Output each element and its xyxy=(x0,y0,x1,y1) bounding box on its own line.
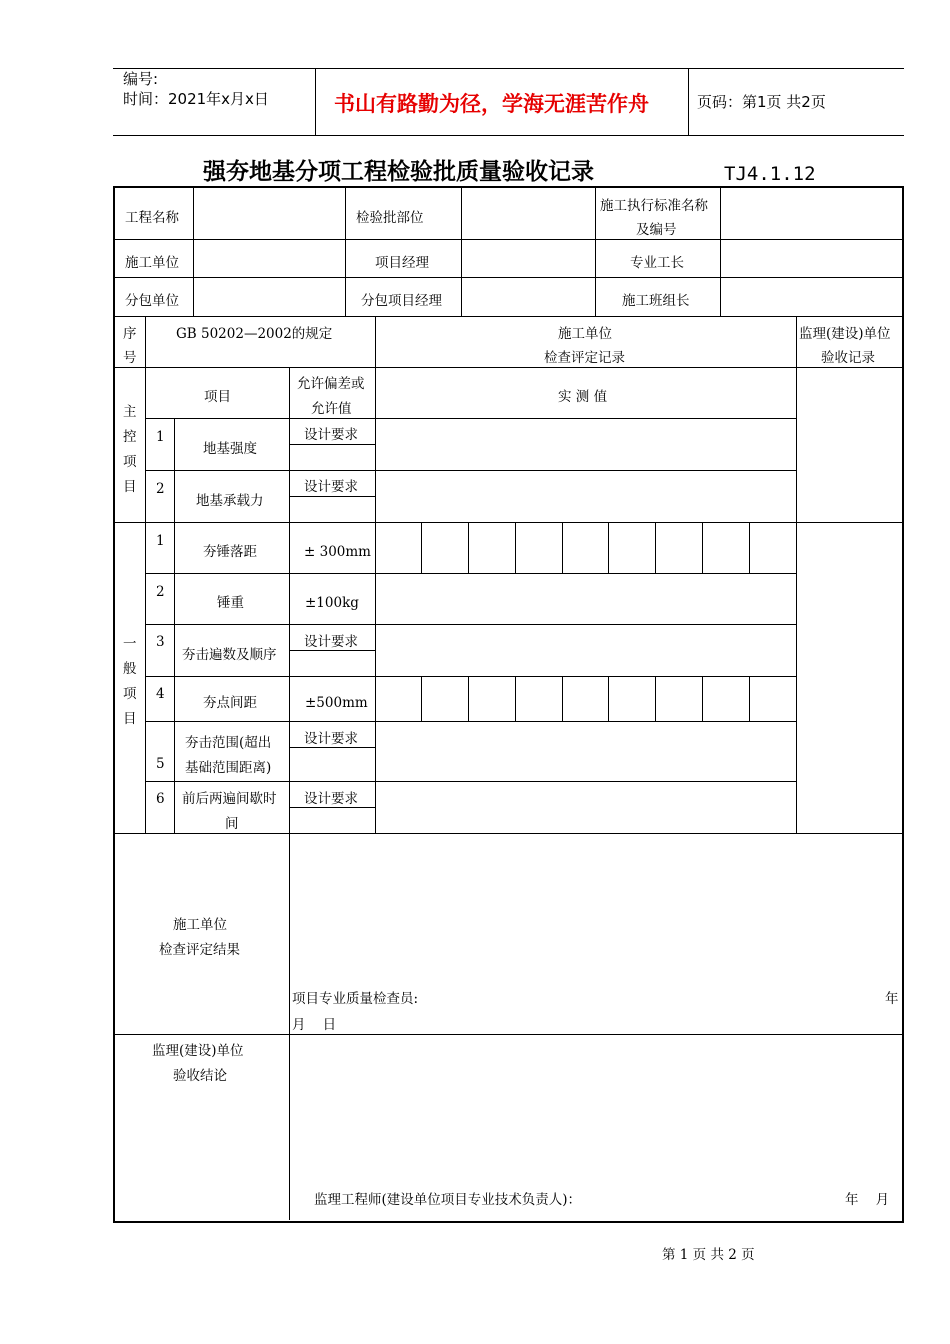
item-tolerance: 设计要求 xyxy=(304,731,358,747)
item-number: 3 xyxy=(156,634,165,650)
header-bottom-rule xyxy=(113,135,904,136)
sub-line xyxy=(289,747,375,748)
row-line xyxy=(114,833,902,834)
item-name: 锤重 xyxy=(217,595,244,611)
sub-line xyxy=(289,496,375,497)
item-number: 1 xyxy=(156,533,165,549)
item-tolerance: ±100kg xyxy=(305,595,359,611)
sub-line xyxy=(289,650,375,651)
col-line xyxy=(796,316,797,833)
col-line xyxy=(193,187,194,316)
number-label: 编号: xyxy=(123,70,159,88)
measured-header: 实 测 值 xyxy=(558,389,608,405)
foreman-label: 专业工长 xyxy=(630,255,684,271)
sub-project-manager-label: 分包项目经理 xyxy=(361,293,442,309)
main-control-label: 项 xyxy=(123,454,137,470)
col-line xyxy=(145,316,146,833)
item-tolerance: 设计要求 xyxy=(304,791,358,807)
team-leader-label: 施工班组长 xyxy=(622,293,690,309)
year-label: 年 xyxy=(885,991,899,1007)
row-line xyxy=(114,367,902,368)
item-name: 夯击范围(超出 xyxy=(185,735,272,751)
page-footer: 第 1 页 共 2 页 xyxy=(662,1247,755,1263)
row-line xyxy=(145,624,796,625)
row-line xyxy=(145,573,796,574)
item-name: 地基承载力 xyxy=(196,493,264,509)
sub-line xyxy=(289,444,375,445)
subcontractor-label: 分包单位 xyxy=(125,293,179,309)
tolerance-header: 允许偏差或 xyxy=(297,376,365,392)
month-day-label: 月 日 xyxy=(292,1017,337,1033)
item-number: 4 xyxy=(156,686,165,702)
item-tolerance: 设计要求 xyxy=(304,634,358,650)
spec-label: GB 50202—2002的规定 xyxy=(176,326,333,342)
col-line xyxy=(289,367,290,1034)
item-number: 2 xyxy=(156,481,165,497)
item-number: 5 xyxy=(156,756,165,772)
item-header: 项目 xyxy=(204,389,231,405)
unit-record-label-2: 检查评定记录 xyxy=(544,350,625,366)
row-line xyxy=(145,781,796,782)
item-number: 2 xyxy=(156,584,165,600)
item-tolerance: 设计要求 xyxy=(304,479,358,495)
col-line xyxy=(461,187,462,316)
measurement-grid xyxy=(375,522,796,573)
row-line xyxy=(114,316,902,317)
standard-label-2: 及编号 xyxy=(636,222,677,238)
item-number: 6 xyxy=(156,791,165,807)
result-label-2: 检查评定结果 xyxy=(159,942,240,958)
result-label: 施工单位 xyxy=(173,917,227,933)
item-name: 夯点间距 xyxy=(203,695,257,711)
item-name-2: 间 xyxy=(225,816,239,832)
general-label: 项 xyxy=(123,686,137,702)
seq-label: 序 xyxy=(123,326,137,342)
motto: 书山有路勤为径，学海无涯苦作舟 xyxy=(334,92,649,116)
item-tolerance: ± 300mm xyxy=(304,544,371,560)
conclusion-label: 监理(建设)单位 xyxy=(152,1043,244,1059)
measurement-grid xyxy=(375,676,796,721)
standard-label: 施工执行标准名称 xyxy=(600,198,708,214)
item-name: 夯击遍数及顺序 xyxy=(182,647,277,663)
conclusion-label-2: 验收结论 xyxy=(173,1068,227,1084)
main-control-label: 控 xyxy=(123,429,137,445)
header-divider xyxy=(315,68,316,135)
row-line xyxy=(145,470,796,471)
main-control-label: 目 xyxy=(123,479,137,495)
year-month-label: 年 月 xyxy=(845,1192,890,1208)
sub-line xyxy=(289,807,375,808)
tolerance-header-2: 允许值 xyxy=(311,401,352,417)
page-title: 强夯地基分项工程检验批质量验收记录 xyxy=(203,159,594,185)
engineer-label: 监理工程师(建设单位项目专业技术负责人)： xyxy=(314,1192,582,1208)
general-label: 般 xyxy=(123,661,137,677)
inspector-label: 项目专业质量检查员: xyxy=(292,991,419,1007)
col-line xyxy=(345,187,346,316)
time-label: 时间：2021年x月x日 xyxy=(123,90,269,108)
header-top-rule xyxy=(113,68,904,69)
general-label: 一 xyxy=(123,636,137,652)
col-line xyxy=(720,187,721,316)
item-name: 前后两遍间歇时 xyxy=(182,791,277,807)
seq-label-2: 号 xyxy=(123,350,137,366)
row-line xyxy=(145,721,796,722)
row-line xyxy=(114,277,902,278)
col-line xyxy=(595,187,596,316)
inspection-lot-label: 检验批部位 xyxy=(356,210,424,226)
row-line xyxy=(114,239,902,240)
supervisor-label: 监理(建设)单位 xyxy=(799,326,891,342)
general-label: 目 xyxy=(123,711,137,727)
col-line xyxy=(289,1034,290,1220)
project-name-label: 工程名称 xyxy=(125,210,179,226)
main-control-label: 主 xyxy=(123,404,137,420)
form-code: TJ4.1.12 xyxy=(724,163,816,185)
item-name-2: 基础范围距离) xyxy=(185,760,272,776)
page-info: 页码：第1页 共2页 xyxy=(697,93,826,111)
project-manager-label: 项目经理 xyxy=(375,255,429,271)
item-number: 1 xyxy=(156,429,165,445)
row-line xyxy=(114,1034,902,1035)
unit-record-label: 施工单位 xyxy=(558,326,612,342)
header-divider xyxy=(688,68,689,135)
construction-unit-label: 施工单位 xyxy=(125,255,179,271)
supervisor-label-2: 验收记录 xyxy=(821,350,875,366)
item-name: 地基强度 xyxy=(203,441,257,457)
item-name: 夯锤落距 xyxy=(203,544,257,560)
item-tolerance: ±500mm xyxy=(305,695,368,711)
col-line xyxy=(174,418,175,833)
col-line xyxy=(375,316,376,833)
row-line xyxy=(145,418,796,419)
item-tolerance: 设计要求 xyxy=(304,427,358,443)
